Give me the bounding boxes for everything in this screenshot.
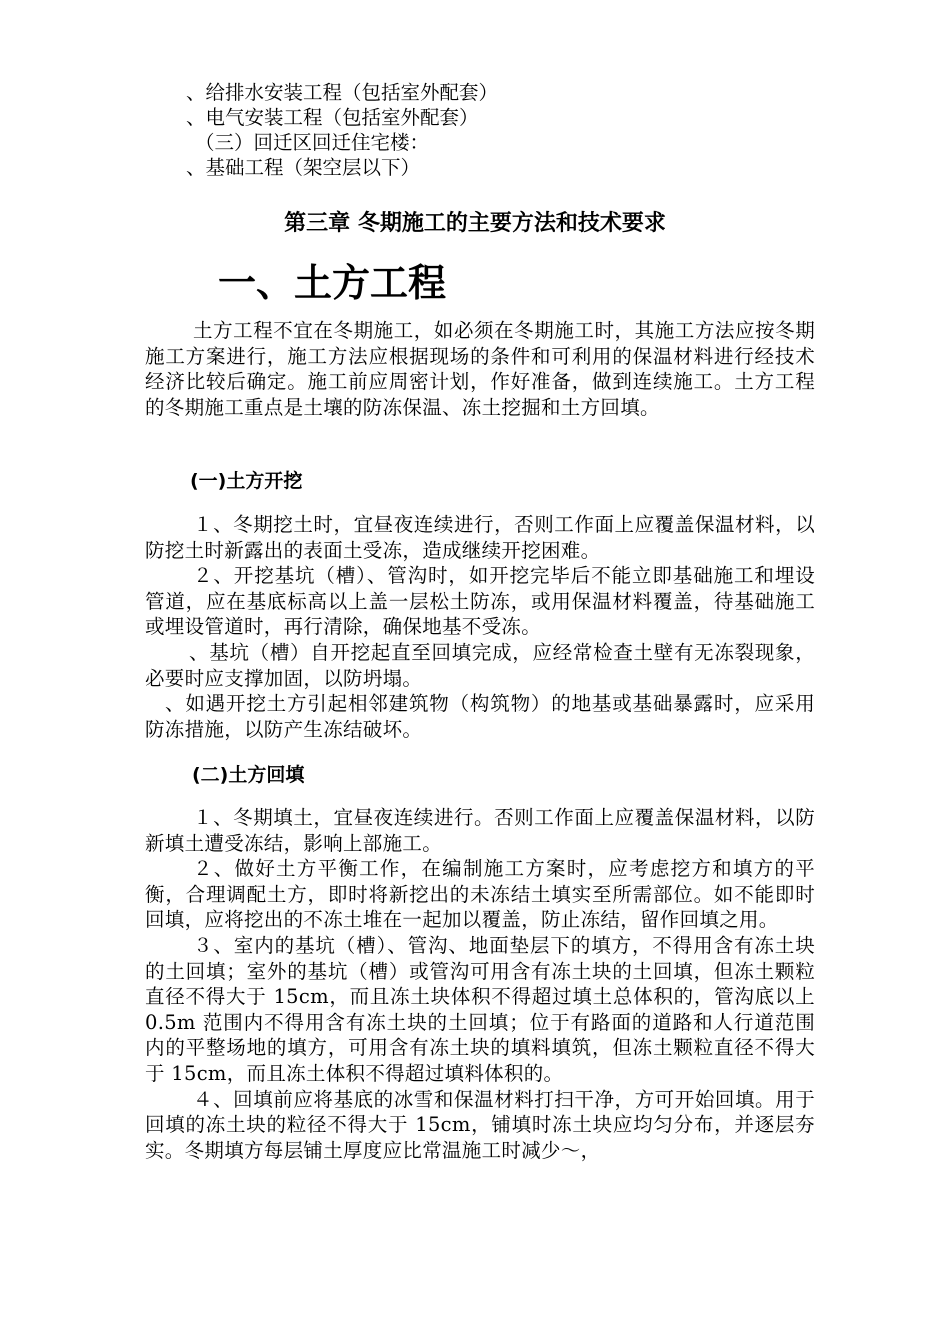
section-title: 一、土方工程 (218, 261, 447, 305)
paragraph: 、如遇开挖土方引起相邻建筑物（构筑物）的地基或基础暴露时，应采用防冻措施，以防产生冻结破坏。 (145, 692, 815, 741)
paragraph: 、基坑（槽）自开挖起直至回填完成，应经常检查土壁有无冻裂现象，必要时应支撑加固，以防坍塌。 (145, 640, 815, 690)
paragraph: ４、回填前应将基底的冰雪和保温材料打扫干净，方可开始回填。用于回填的冻土块的粒径不得大于 15cm，铺填时冻土块应均匀分布，并逐层夯实。冬期填方每层铺土厚度应比常温施工时减少～， (145, 1087, 815, 1162)
list-item: （三）回迁区回迁住宅楼： (195, 131, 430, 154)
backfill-paragraphs (145, 805, 815, 1163)
list-item: 、给排水安装工程（包括室外配套） (186, 81, 499, 104)
paragraph: １、冬期填土，宜昼夜连续进行。否则工作面上应覆盖保温材料，以防新填土遭受冻结，影响上部施工。 (145, 806, 815, 855)
paragraph: １、冬期挖土时，宜昼夜连续进行，否则工作面上应覆盖保温材料，以防挖土时新露出的表面土受冻，造成继续开挖困难。 (145, 513, 815, 562)
intro-text: 土方工程不宜在冬期施工，如必须在冬期施工时，其施工方法应按冬期施工方案进行，施工方法应根据现场的条件和可利用的保温材料进行经技术经济比较后确定。施工前应周密计划，作好准备，做到连续施工。土方工程的冬期施工重点是土壤的防冻保温、冻土挖掘和土方回填。 (145, 319, 815, 419)
chapter-title: 第三章 冬期施工的主要方法和技术要求 (284, 211, 666, 236)
subsection-title-backfill: (二)土方回填 (192, 764, 305, 786)
paragraph: ２、开挖基坑（槽）、管沟时，如开挖完毕后不能立即基础施工和埋设管道，应在基底标高以上盖一层松土防冻，或用保温材料覆盖，待基础施工或埋设管道时，再行清除，确保地基不受冻。 (145, 564, 815, 639)
paragraph: ２、做好土方平衡工作，在编制施工方案时，应考虑挖方和填方的平衡，合理调配土方，即时将新挖出的未冻结土填实至所需部位。如不能即时回填，应将挖出的不冻土堆在一起加以覆盖，防止冻结，留作回填之用。 (145, 857, 815, 932)
intro-paragraph (145, 318, 815, 420)
excavation-paragraphs (145, 512, 815, 742)
list-item: 、电气安装工程（包括室外配套） (186, 106, 479, 129)
paragraph: ３、室内的基坑（槽）、管沟、地面垫层下的填方，不得用含有冻土块的土回填；室外的基坑（槽）或管沟可用含有冻土块的土回填，但冻土颗粒直径不得大于 15cm，而且冻土块体积不得超过填土总体积的，管沟底以上 0.5m 范围内不得用含有冻土块的土回填；位于有路面的道路和人行道范围内的平整场地的填方，可用含有冻土块的填料填筑，但冻土颗粒直径不得大于 15cm，而且冻土体积不得超过填料体积的。 (145, 933, 815, 1085)
list-item: 、基础工程（架空层以下） (186, 156, 421, 179)
subsection-title-excavation: (一)土方开挖 (190, 470, 303, 492)
